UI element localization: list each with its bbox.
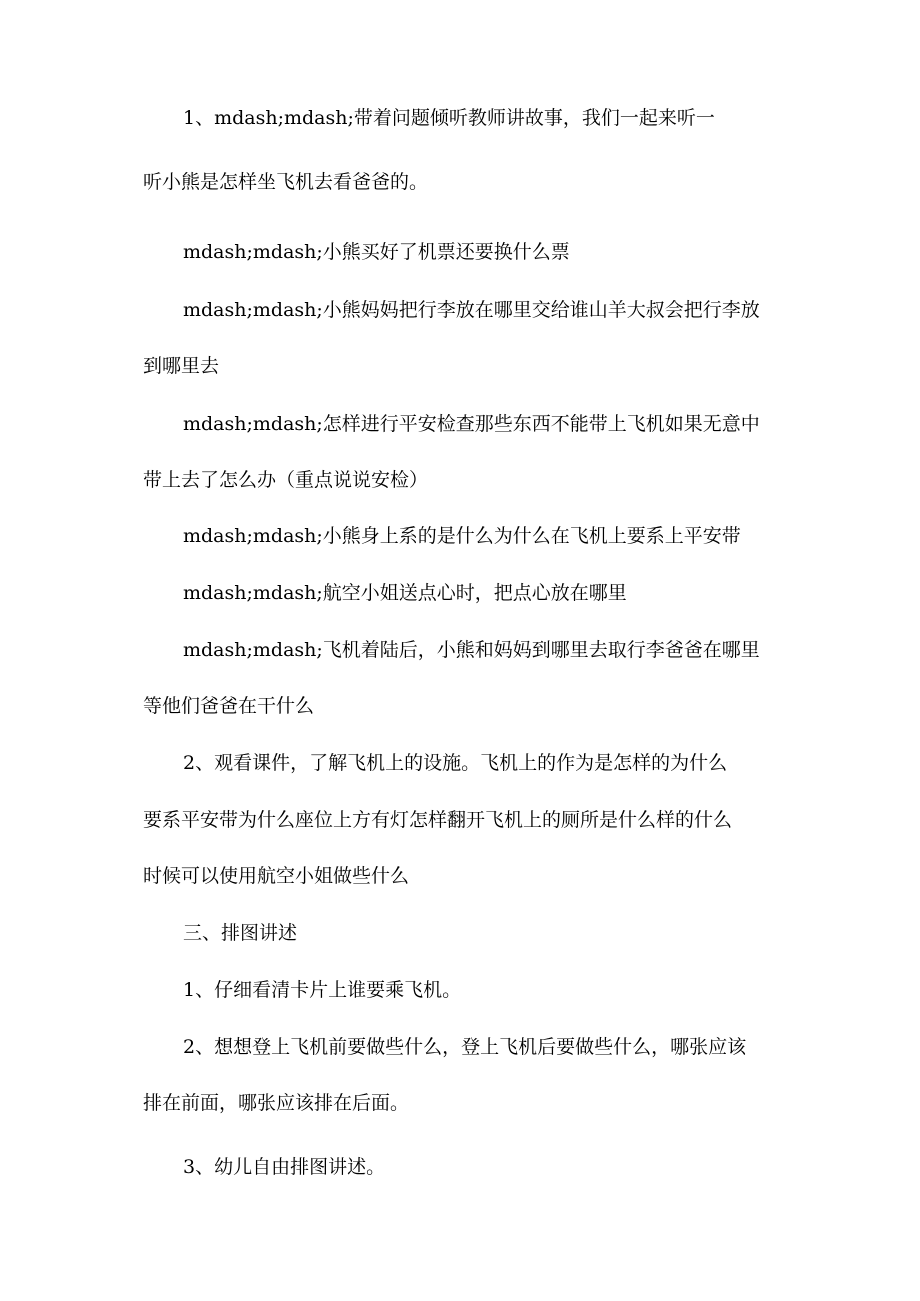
text-line: mdash;mdash;怎样进行平安检查那些东西不能带上飞机如果无意中 <box>183 413 760 435</box>
text-line: 2、想想登上飞机前要做些什么，登上飞机后要做些什么，哪张应该 <box>183 1036 747 1058</box>
text-line: mdash;mdash;小熊妈妈把行李放在哪里交给谁山羊大叔会把行李放 <box>183 299 760 321</box>
text-line: mdash;mdash;小熊身上系的是什么为什么在飞机上要系上平安带 <box>183 525 741 547</box>
text-line: 1、mdash;mdash;带着问题倾听教师讲故事，我们一起来听一 <box>183 107 715 129</box>
text-line: 听小熊是怎样坐飞机去看爸爸的。 <box>143 171 429 193</box>
text-line: 带上去了怎么办（重点说说安检） <box>143 469 429 491</box>
text-line: 1、仔细看清卡片上谁要乘飞机。 <box>183 979 462 1001</box>
text-line: 要系平安带为什么座位上方有灯怎样翻开飞机上的厕所是什么样的什么 <box>143 809 733 831</box>
text-line: mdash;mdash;小熊买好了机票还要换什么票 <box>183 241 570 263</box>
text-line: 等他们爸爸在干什么 <box>143 695 315 717</box>
text-line: 时候可以使用航空小姐做些什么 <box>143 865 410 887</box>
text-line: 排在前面，哪张应该排在后面。 <box>143 1092 410 1114</box>
text-line: mdash;mdash;航空小姐送点心时，把点心放在哪里 <box>183 582 627 604</box>
text-line: 3、幼儿自由排图讲述。 <box>183 1156 386 1178</box>
text-line: 到哪里去 <box>143 355 220 377</box>
text-line: mdash;mdash;飞机着陆后，小熊和妈妈到哪里去取行李爸爸在哪里 <box>183 639 760 661</box>
section-heading: 三、排图讲述 <box>183 922 298 944</box>
text-line: 2、观看课件，了解飞机上的设施。飞机上的作为是怎样的为什么 <box>183 752 728 774</box>
